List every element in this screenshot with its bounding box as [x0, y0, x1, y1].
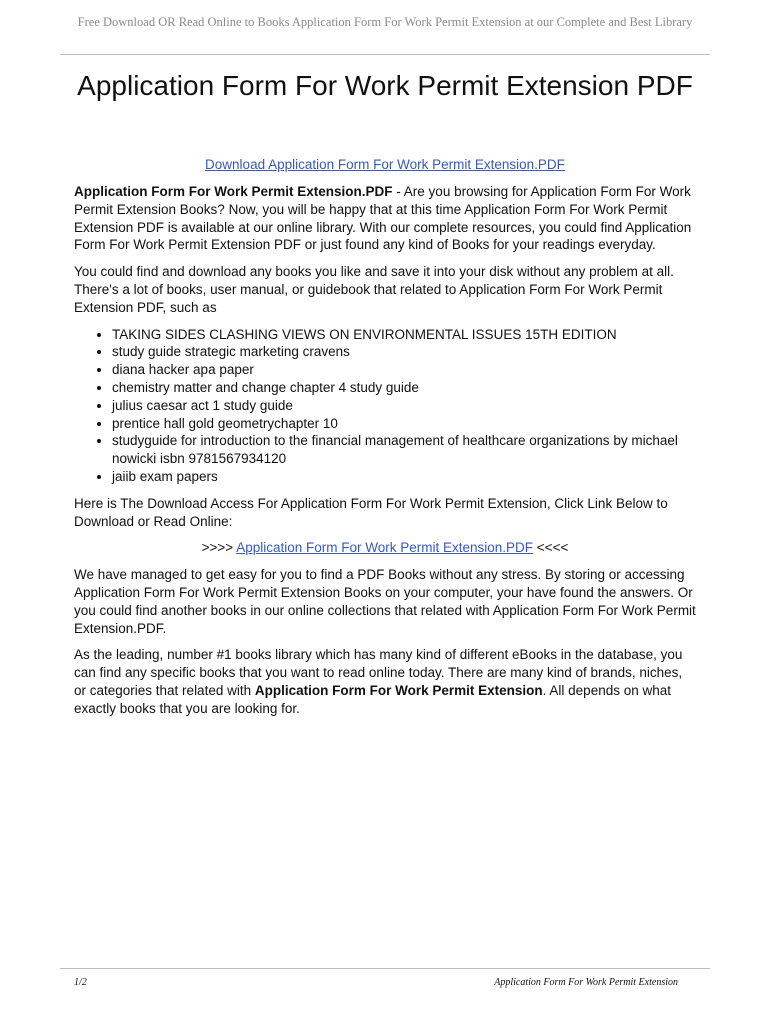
storage-paragraph: We have managed to get easy for you to find a PDF Books without any stress. By storing or accessing Application Form For Work Permit Extension Books on your computer, your have found the answers. Or you could find another books in our online collections that related with Application Form For Work Permit Extension.PDF. — [74, 567, 696, 636]
intro-bold-lead: Application Form For Work Permit Extension.PDF — [74, 184, 393, 199]
list-item: • prentice hall gold geometrychapter 10 — [112, 415, 696, 433]
document-body — [74, 183, 696, 727]
related-books-list — [74, 326, 696, 486]
list-item: • chemistry matter and change chapter 4 study guide — [112, 379, 696, 397]
footer-divider — [60, 968, 710, 969]
library-text-before: As the leading, number #1 books library which has many kind of different eBooks in the database, you can find any specific books that you want to read online today. There are many kind of brands, niches, or categories that related with — [74, 647, 683, 698]
download-access-paragraph: Here is The Download Access For Application Form For Work Permit Extension, Click Link Below to Download or Read Online: — [74, 495, 668, 529]
list-item: • studyguide for introduction to the financial management of healthcare organizations by michael nowicki isbn 9781567934120 — [112, 432, 696, 468]
list-item: • study guide strategic marketing cravens — [112, 343, 696, 361]
download-link-mid[interactable]: Application Form For Work Permit Extension.PDF — [236, 540, 534, 556]
list-item: • diana hacker apa paper — [112, 361, 696, 379]
intro-paragraph — [74, 183, 696, 254]
library-paragraph — [74, 646, 696, 717]
list-item: • julius caesar act 1 study guide — [112, 397, 696, 415]
download-link-top[interactable]: Download Application Form For Work Permit Extension.PDF — [205, 157, 565, 172]
download-link-container — [70, 157, 700, 172]
footer-page-number: 1/2 — [74, 977, 87, 988]
document-title: Application Form For Work Permit Extension PDF — [77, 70, 693, 101]
list-item: • jaiib exam papers — [112, 468, 696, 486]
intro-text: - Are you browsing for Application Form For Work Permit Extension Books? Now, you will be happy that at this time Application Form For Work Permit Extension PDF is available at our online library. With our complete resources, you could find Application Form For Work Permit Extension PDF or just found any kind of Books for your readings everyday. — [74, 184, 692, 253]
related-paragraph: You could find and download any books you like and save it into your disk without any problem at all. There's a lot of books, user manual, or guidebook that related to Application Form For Work Permit Extension PDF, such as — [74, 264, 674, 315]
download-link-mid-container — [74, 539, 696, 557]
page-header-banner: Free Download OR Read Online to Books Application Form For Work Permit Extension at our Complete and Best Library — [77, 15, 693, 29]
list-item: • TAKING SIDES CLASHING VIEWS ON ENVIRONMENTAL ISSUES 15TH EDITION — [112, 326, 696, 344]
header-divider — [60, 54, 710, 55]
library-bold: Application Form For Work Permit Extension — [254, 682, 543, 698]
download-suffix: <<<< — [533, 540, 569, 556]
library-text-after: . All depends on what exactly books that you are looking for. — [74, 682, 671, 716]
download-prefix: >>>> — [201, 540, 237, 556]
footer-document-title: Application Form For Work Permit Extension — [494, 977, 678, 988]
